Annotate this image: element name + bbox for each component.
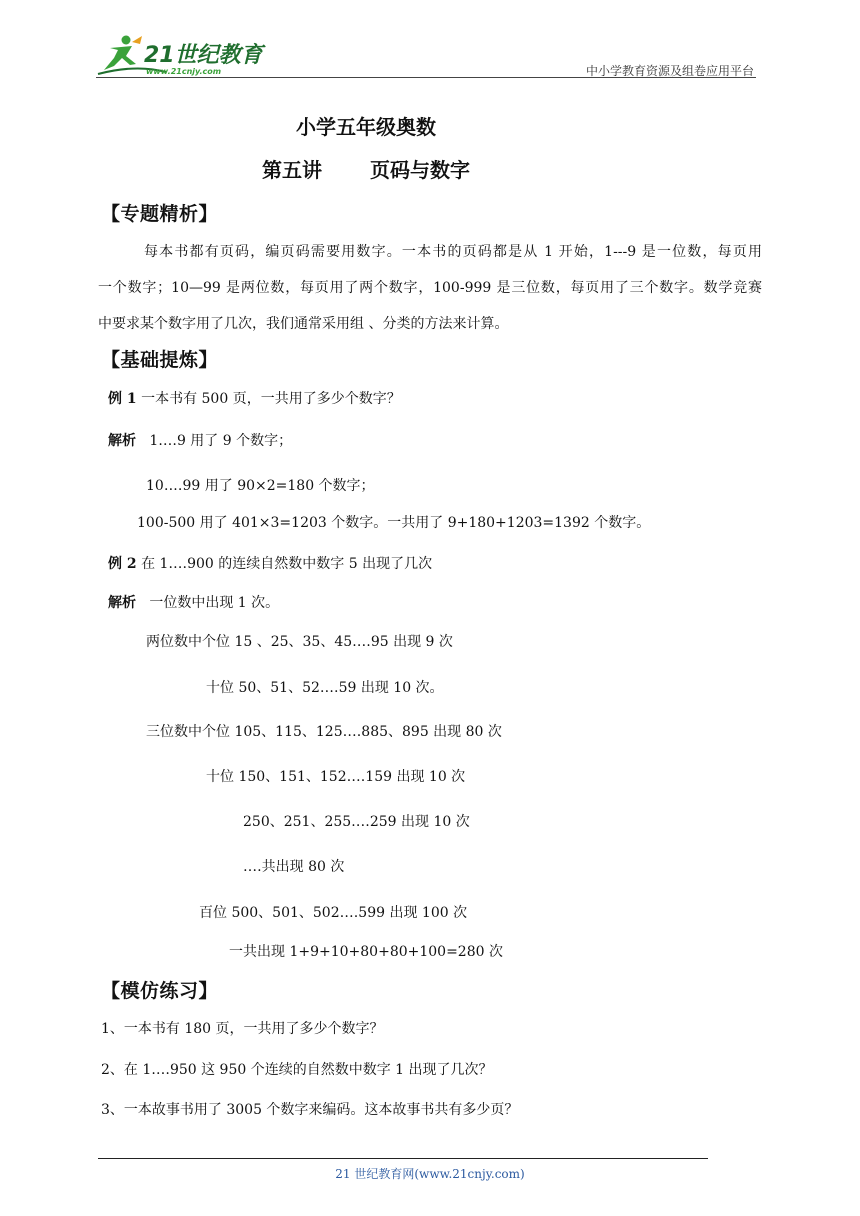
header-divider [96,77,756,78]
example-text: 一本书有 500 页，一共用了多少个数字？ [141,391,401,407]
paragraph-line: 每本书都有页码，编页码需要用数字。一本书的页码都是从 1 开始，1---9 是一位数，每页用 [144,244,762,260]
section-heading-basics: 【基础提炼】 [101,349,219,371]
footer-link[interactable]: 21 世纪教育网(www.21cnjy.com) [335,1167,525,1181]
platform-label: 中小学教育资源及组卷应用平台 [585,64,754,78]
intro-paragraph [98,234,762,342]
lecture-number: 第五讲 [262,158,322,182]
footer-divider [98,1158,708,1159]
practice-question: 1、一本书有 180 页，一共用了多少个数字？ [101,1021,384,1037]
analysis-1 [108,430,292,450]
analysis-line: 百位 500、501、502‥‥599 出现 100 次 [199,905,468,921]
example-label: 例 1 [108,391,137,407]
example-text: 在 1‥‥900 的连续自然数中数字 5 出现了几次 [141,556,433,572]
paragraph-line: 一个数字；10—99 是两位数，每页用了两个数字，100-999 是三位数，每页用了三个数字。数学竞赛 [98,280,762,296]
analysis-line: 250、251、255‥‥259 出现 10 次 [243,814,470,830]
analysis-line: 两位数中个位 15 、25、35、45‥‥95 出现 9 次 [146,634,453,650]
analysis-text: 一位数中出现 1 次。 [149,595,280,611]
analysis-line: 十位 150、151、152‥‥159 出现 10 次 [206,769,466,785]
paragraph-line: 中要求某个数字用了几次，我们通常采用组 、分类的方法来计算。 [98,316,509,332]
analysis-line: 一共出现 1+9+10+80+80+100=280 次 [229,944,503,960]
analysis-text: 1‥‥9 用了 9 个数字； [149,433,293,449]
section-heading-analysis: 【专题精析】 [101,203,219,225]
analysis-label: 解析 [108,433,136,449]
example-1 [108,388,401,408]
example-label: 例 2 [108,556,137,572]
lecture-title: 页码与数字 [370,158,470,182]
analysis-2 [108,592,279,612]
analysis-line: 100-500 用了 401×3=1203 个数字。一共用了 9+180+1203=1392 个数字。 [137,515,651,531]
svg-text:21世纪教育: 21世纪教育 [144,43,263,68]
section-heading-practice: 【模仿练习】 [101,980,219,1002]
analysis-line: 三位数中个位 105、115、125‥‥885、895 出现 80 次 [146,724,502,740]
svg-text:www.21cnjy.com: www.21cnjy.com [146,67,222,76]
example-2 [108,553,432,573]
analysis-line: 10‥‥99 用了 90×2=180 个数字； [146,478,375,494]
practice-question: 3、一本故事书用了 3005 个数字来编码。这本故事书共有多少页？ [101,1102,519,1118]
page-title: 小学五年级奥数 [296,115,436,139]
site-logo [96,34,266,78]
practice-question: 2、在 1‥‥950 这 950 个连续的自然数中数字 1 出现了几次？ [101,1062,493,1078]
analysis-line: ‥‥共出现 80 次 [243,859,345,875]
analysis-line: 十位 50、51、52‥‥59 出现 10 次。 [206,680,444,696]
analysis-label: 解析 [108,595,136,611]
